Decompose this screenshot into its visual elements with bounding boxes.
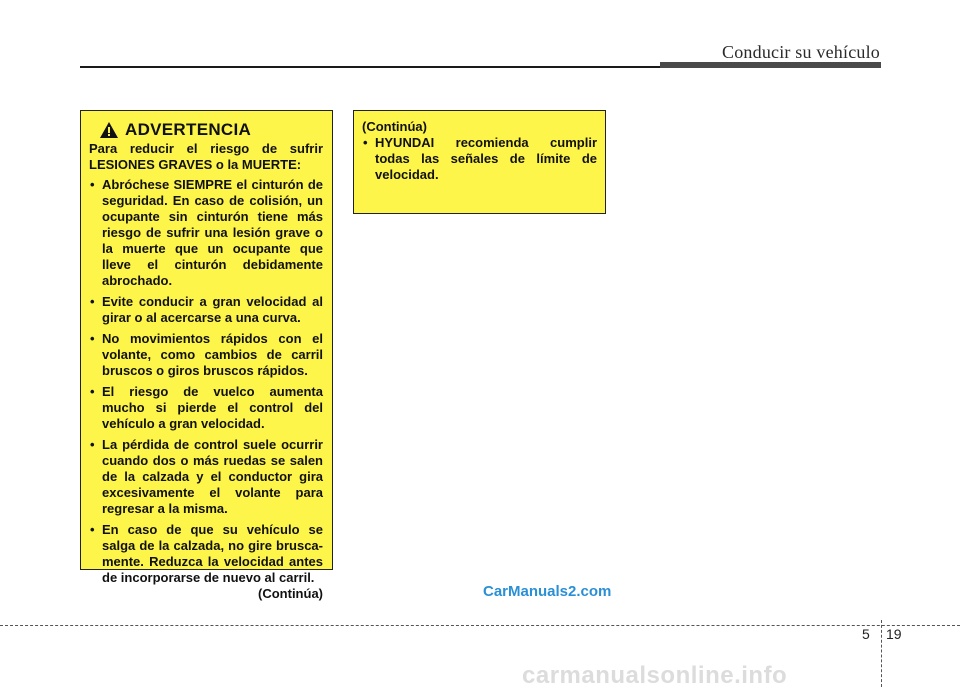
footer-divider — [0, 625, 960, 626]
warning-item: • La pérdida de control suele ocurrir cuando dos o más ruedas se salen de la calzada y el conductor gira excesivamente el volante para regresar a la misma. — [89, 437, 323, 517]
warning-item: • El riesgo de vuelco aumenta mucho si pierde el control del vehículo a gran velocidad. — [89, 384, 323, 432]
warning-item: • HYUNDAI recomienda cumplir todas las señales de límite de velocidad. — [362, 135, 597, 183]
site-watermark: carmanualsonline.info — [522, 662, 788, 689]
warning-list — [89, 177, 323, 586]
footer-page-divider — [881, 620, 882, 687]
warning-title: ADVERTENCIA — [125, 120, 252, 139]
warning-triangle-icon — [99, 121, 119, 139]
warning-item: • Evite conducir a gran velocidad al girar o al acercarse a una curva. — [89, 294, 323, 326]
warning-intro: Para reducir el riesgo de sufrir LESIONES GRAVES o la MUERTE: — [89, 141, 323, 172]
page-number: 19 — [886, 626, 902, 642]
section-title: Conducir su vehículo — [722, 42, 880, 62]
warning-item: • Abróchese SIEMPRE el cinturón de seguridad. En caso de colisión, un ocupante sin cinturón tiene más riesgo de sufrir una lesión grave o la muerte que un ocupante que lleve el cinturón debidamente abrochado. — [89, 177, 323, 289]
watermark-link[interactable]: CarManuals2.com — [483, 583, 612, 600]
continued-header: (Continúa) — [362, 119, 427, 134]
warning-box-continued — [353, 110, 606, 214]
warning-box — [80, 110, 333, 601]
chapter-number: 5 — [862, 626, 870, 642]
warning-item: • No movimientos rápidos con el volante, como cambios de carril bruscos o giros bruscos rápidos. — [89, 331, 323, 379]
warning-list — [362, 135, 597, 183]
continued-label: (Continúa) — [258, 586, 323, 601]
header-rule-accent — [660, 62, 881, 68]
header-rule — [80, 66, 660, 68]
warning-item: • En caso de que su vehículo se salga de la calzada, no gire brusca-mente. Reduzca la velocidad antes de incorporarse de nuevo al carril. — [89, 522, 323, 586]
warning-heading — [99, 121, 323, 139]
